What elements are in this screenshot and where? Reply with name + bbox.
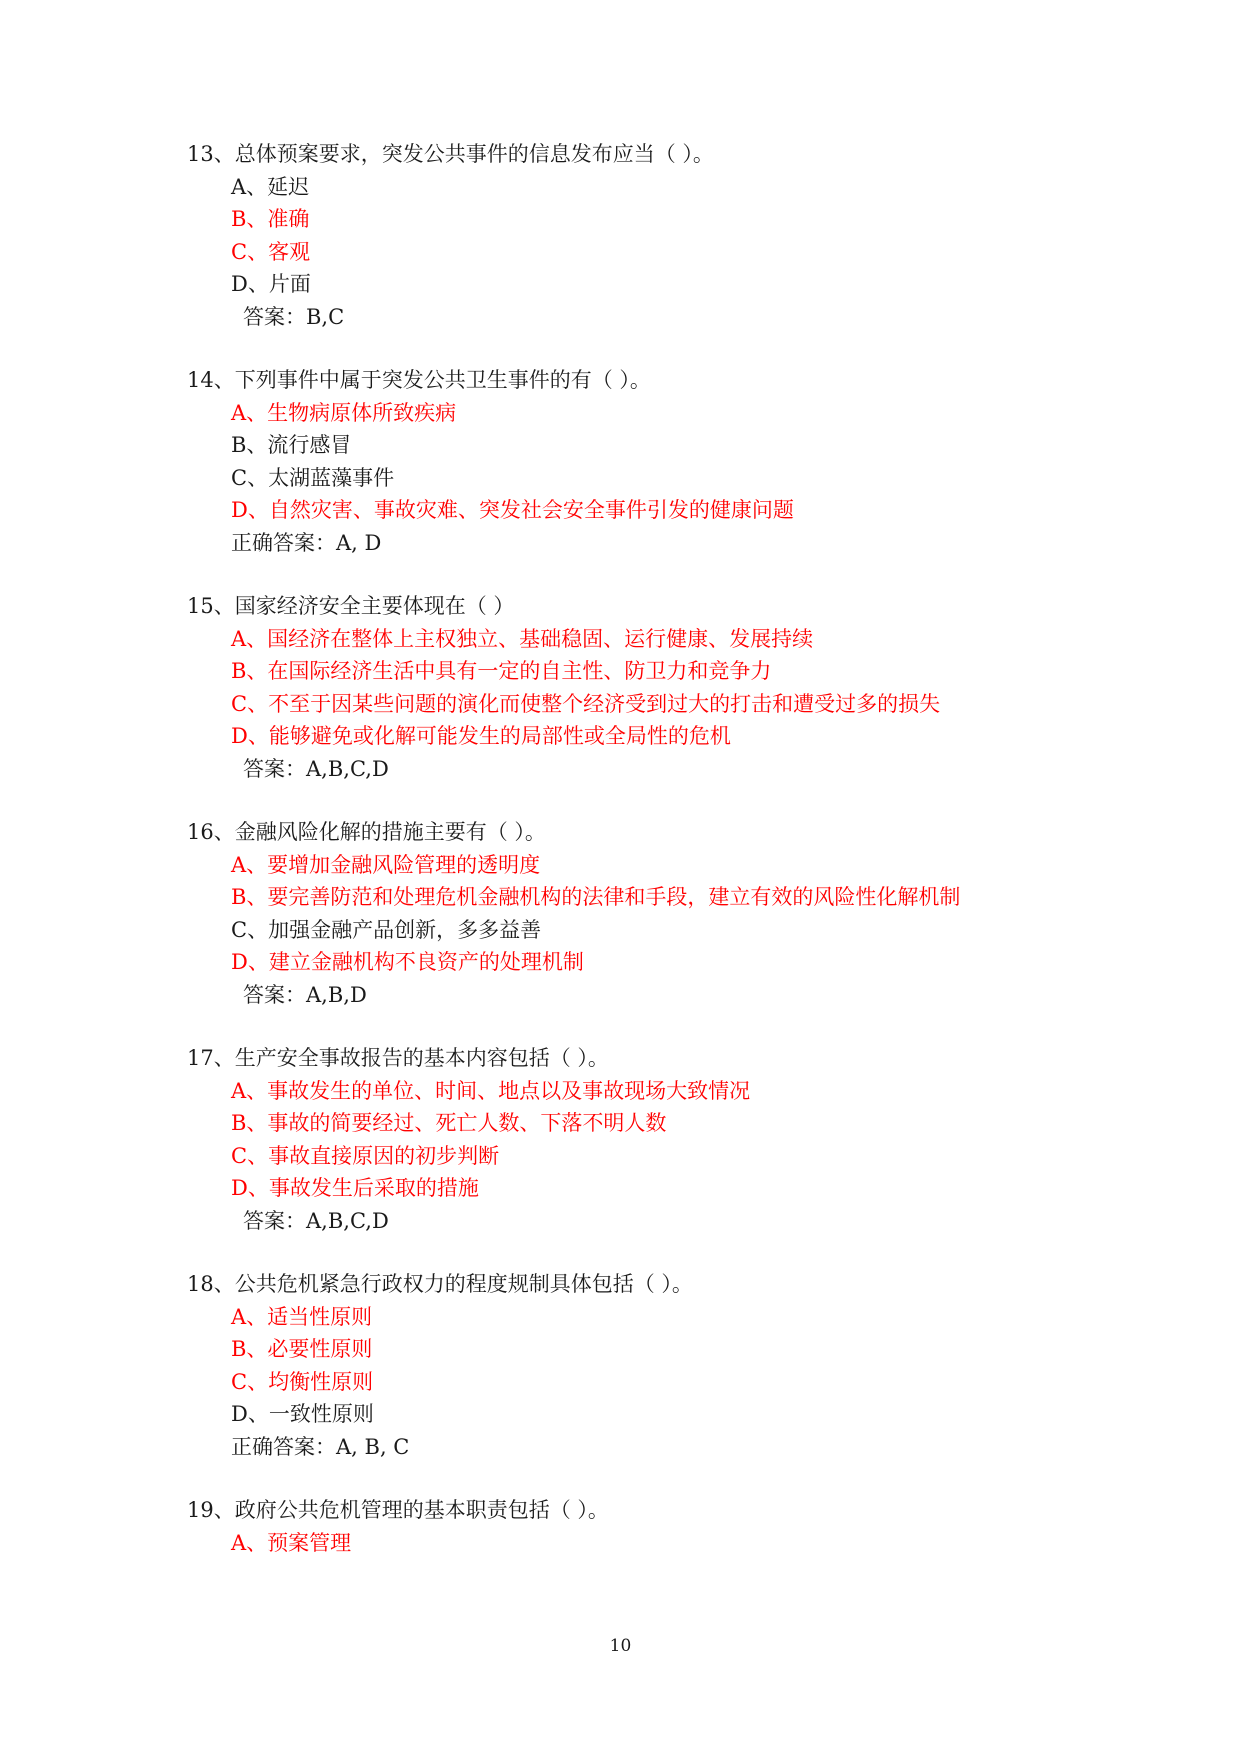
answer-option: A、国经济在整体上主权独立、基础稳固、运行健康、发展持续 [231, 627, 814, 651]
answer-option: C、事故直接原因的初步判断 [231, 1144, 500, 1168]
answer-option: C、不至于因某些问题的演化而使整个经济受到过大的打击和遭受过多的损失 [231, 692, 941, 716]
answer-option: B、在国际经济生活中具有一定的自主性、防卫力和竞争力 [231, 659, 772, 683]
answer-key: 正确答案：A, D [231, 531, 382, 555]
answer-key: 答案：A,B,C,D [243, 1209, 389, 1233]
answer-option: C、均衡性原则 [231, 1370, 374, 1394]
answer-option: A、延迟 [231, 175, 310, 199]
answer-option: A、预案管理 [231, 1531, 352, 1555]
answer-option: D、事故发生后采取的措施 [231, 1176, 479, 1200]
question-stem: 14、下列事件中属于突发公共卫生事件的有（ ）。 [187, 368, 651, 392]
answer-option: B、流行感冒 [231, 433, 352, 457]
answer-key: 正确答案：A, B, C [231, 1435, 410, 1459]
answer-option: A、事故发生的单位、时间、地点以及事故现场大致情况 [231, 1079, 751, 1103]
answer-option: C、太湖蓝藻事件 [231, 466, 395, 490]
answer-option: D、自然灾害、事故灾难、突发社会安全事件引发的健康问题 [231, 498, 794, 522]
answer-option: B、准确 [231, 207, 310, 231]
answer-option: B、必要性原则 [231, 1337, 373, 1361]
answer-key: 答案：B,C [243, 305, 345, 329]
answer-option: B、事故的简要经过、死亡人数、下落不明人数 [231, 1111, 667, 1135]
answer-option: A、生物病原体所致疾病 [231, 401, 457, 425]
answer-option: D、片面 [231, 272, 311, 296]
page-number: 10 [609, 1636, 632, 1656]
answer-option: A、适当性原则 [231, 1305, 373, 1329]
answer-option: B、要完善防范和处理危机金融机构的法律和手段，建立有效的风险性化解机制 [231, 885, 961, 909]
answer-key: 答案：A,B,C,D [243, 757, 389, 781]
answer-key: 答案：A,B,D [243, 983, 367, 1007]
answer-option: D、建立金融机构不良资产的处理机制 [231, 950, 584, 974]
answer-option: D、一致性原则 [231, 1402, 374, 1426]
question-stem: 15、国家经济安全主要体现在（ ） [187, 594, 515, 618]
answer-option: C、加强金融产品创新，多多益善 [231, 918, 542, 942]
question-stem: 17、生产安全事故报告的基本内容包括（ ）。 [187, 1046, 609, 1070]
question-stem: 19、政府公共危机管理的基本职责包括（ ）。 [187, 1498, 609, 1522]
question-stem: 13、总体预案要求，突发公共事件的信息发布应当（ ）。 [187, 142, 714, 166]
question-stem: 16、金融风险化解的措施主要有（ ）。 [187, 820, 546, 844]
answer-option: D、能够避免或化解可能发生的局部性或全局性的危机 [231, 724, 731, 748]
answer-option: A、要增加金融风险管理的透明度 [231, 853, 541, 877]
question-stem: 18、公共危机紧急行政权力的程度规制具体包括（ ）。 [187, 1272, 693, 1296]
answer-option: C、客观 [231, 240, 311, 264]
